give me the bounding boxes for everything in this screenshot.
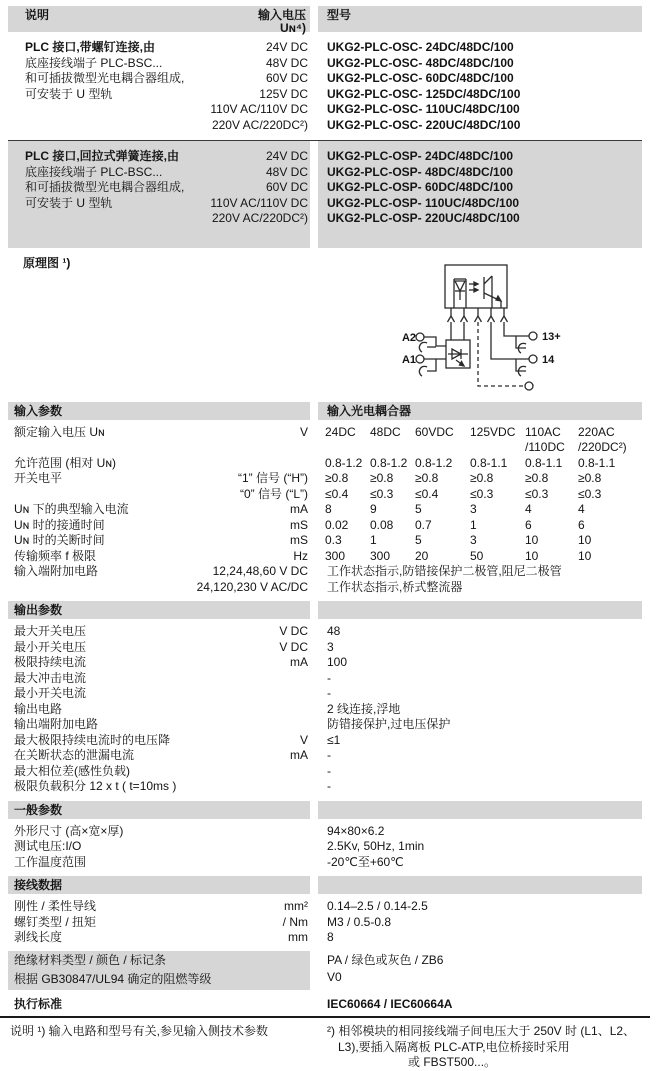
- model-number: UKG2-PLC-OSP- 110UC/48DC/100: [318, 196, 642, 212]
- spec-row: 螺钉类型 / 扭矩 / Nm M3 / 0.5-0.8: [8, 915, 642, 931]
- spec-row: 传输频率 f 极限 Hz 300 300 20 50 10 10: [14, 548, 592, 563]
- terminal-pins-icon: [448, 308, 508, 322]
- spec-row: 最大相位差(感性负载) -: [8, 764, 642, 780]
- model-number: UKG2-PLC-OSC- 110UC/48DC/100: [327, 102, 520, 116]
- spec-value: PA / 绿色或灰色 / ZB6: [327, 952, 444, 967]
- voltage-column-header: 110AC /110DC: [525, 424, 565, 454]
- spec-row: 最小开关电压 V DC 3: [8, 640, 642, 656]
- product-description-line: PLC 接口,带螺钉连接,由: [25, 40, 156, 54]
- terminal-label-13: 13+: [542, 330, 561, 343]
- spec-label: 输入端附加电路: [14, 564, 99, 578]
- spec-row: 开关电平 “1” 信号 (“H”) ≥0.8 ≥0.8 ≥0.8 ≥0.8 ≥0.8 ≥0.8: [14, 471, 602, 485]
- input-voltage-value: 60V DC: [265, 180, 308, 194]
- input-voltage-value: 48V DC: [265, 55, 308, 70]
- spec-value: ≤1: [327, 732, 341, 747]
- spec-label: 允许范围 (相对 Uɴ): [14, 455, 116, 470]
- spec-row: 极限负载积分 12 x t ( t=10ms ) -: [8, 779, 642, 795]
- input-diode-box: [446, 340, 470, 368]
- input-voltage-value: 110V AC/110V DC: [210, 195, 308, 210]
- terminal-a2: [416, 333, 446, 352]
- spec-label: 传输频率 f 极限: [14, 548, 97, 563]
- section-header-wiring-data: [8, 876, 642, 894]
- spec-value: 2.5Kv, 50Hz, 1min: [327, 839, 425, 853]
- terminal-label-a1: A1: [401, 353, 416, 366]
- spec-value: -: [327, 686, 331, 700]
- footnote-1: 说明 ¹) 输入电路和型号有关,参见输入侧技术参数: [10, 1024, 268, 1038]
- spec-label: Uɴ 时的关断时间: [14, 533, 105, 547]
- spec-row: 最大极限持续电流时的电压降 V ≤1: [8, 733, 642, 749]
- voltage-column-header: 60VDC: [415, 424, 454, 439]
- model-number: UKG2-PLC-OSC- 220UC/48DC/100: [327, 117, 521, 132]
- insulation-block: 绝缘材料类型 / 颜色 / 标记条 PA / 绿色或灰色 / ZB6 根据 GB30847/UL94 确定的阻燃等级 V0: [8, 951, 642, 990]
- input-voltage-value: 110V AC/110V DC: [210, 102, 308, 116]
- model-number: UKG2-PLC-OSP- 220UC/48DC/100: [318, 211, 642, 227]
- bottom-rule: [0, 1016, 650, 1018]
- spec-row: 最大开关电压 V DC 48: [8, 624, 642, 640]
- spec-row: Uɴ 时的关断时间 mS 0.3 1 5 3 10 10: [14, 533, 592, 547]
- spec-row: 输出端附加电路 防错接保护,过电压保护: [8, 717, 642, 733]
- circuit-diagram: [8, 248, 658, 396]
- input-voltage-value: 125V DC: [259, 86, 308, 101]
- product-row: [8, 102, 642, 118]
- phototransistor-icon: [484, 276, 501, 308]
- section-title: 输入参数: [14, 403, 63, 418]
- product-row: [8, 40, 642, 56]
- schematic-section: [8, 248, 642, 396]
- section-title: 接线数据: [14, 878, 63, 892]
- table-header: [8, 6, 642, 35]
- input-voltage-value: 24V DC: [265, 149, 308, 163]
- light-arrows-icon: [469, 282, 478, 292]
- section-header-general-params: [8, 801, 642, 819]
- product-row: [8, 56, 642, 72]
- terminal-a1: [416, 355, 446, 376]
- terminal-13: [504, 322, 537, 353]
- terminal-label-a2: A2: [401, 331, 416, 344]
- dashed-wire: [478, 322, 525, 386]
- product-description-line: 底座接线端子 PLC-BSC...: [25, 164, 163, 179]
- spec-value: 工作状态指示,防错接保护二极管,阻尼二极管: [327, 564, 562, 578]
- product-row: [8, 165, 642, 181]
- spec-row: 极限持续电流 mA 100: [8, 655, 642, 671]
- spec-row: “0” 信号 (“L”) ≤0.4 ≤0.3 ≤0.4 ≤0.3 ≤0.3 ≤0.3: [240, 486, 602, 501]
- spec-value: M3 / 0.5-0.8: [327, 914, 392, 929]
- spec-row: 刚性 / 柔性导线 mm² 0.14–2.5 / 0.14-2.5: [8, 899, 642, 915]
- spec-row: 输入端附加电路 12,24,48,60 V DC 工作状态指示,防错接保护二极管,阻尼二极管: [8, 564, 642, 580]
- standards-row: 执行标准 IEC60664 / IEC60664A: [8, 997, 642, 1013]
- section-header-output-params: [8, 601, 642, 619]
- product-description-line: 和可插拔微型光电耦合器组成,: [25, 180, 185, 194]
- section-title: 一般参数: [14, 802, 63, 817]
- spec-row: 最大冲击电流 -: [8, 671, 642, 687]
- spec-row: 外形尺寸 (高×宽×厚) 94×80×6.2: [8, 824, 642, 840]
- spec-row: 工作温度范围 -20℃至+60℃: [8, 855, 642, 871]
- spec-value: 工作状态指示,桥式整流器: [327, 579, 463, 594]
- section-title: 输出参数: [14, 603, 63, 617]
- spec-label: 开关电平: [14, 471, 63, 485]
- voltage-column-header: 125VDC: [470, 424, 516, 439]
- product-description-line: 和可插拔微型光电耦合器组成,: [25, 71, 185, 85]
- product-description-line: 底座接线端子 PLC-BSC...: [25, 55, 163, 70]
- spec-row: 剥线长度 mm 8: [8, 930, 642, 946]
- spec-value: 48: [327, 624, 341, 638]
- model-number: UKG2-PLC-OSP- 24DC/48DC/100: [318, 149, 642, 165]
- spec-row: 允许范围 (相对 Uɴ) 0.8-1.2 0.8-1.2 0.8-1.2 0.8-1.1 0.8-1.1 0.8-1.1: [14, 455, 616, 470]
- spec-row: 输出电路 2 线连接,浮地: [8, 702, 642, 718]
- section-title-right: 输入光电耦合器: [318, 402, 642, 420]
- column-header-model: 型号: [318, 6, 642, 32]
- spec-row: 24,120,230 V AC/DC 工作状态指示,桥式整流器: [8, 580, 642, 596]
- model-number: UKG2-PLC-OSP- 60DC/48DC/100: [318, 180, 642, 196]
- spec-value: 3: [327, 639, 334, 654]
- input-voltage-value: 48V DC: [265, 164, 308, 179]
- spec-value: 2 线连接,浮地: [327, 701, 401, 716]
- product-row: [8, 118, 642, 134]
- spec-label: Uɴ 时的接通时间: [14, 517, 105, 532]
- product-description-line: 可安装于 U 型轨: [25, 86, 113, 101]
- spec-value: IEC60664 / IEC60664A: [327, 996, 453, 1011]
- spec-row: Uɴ 下的典型输入电流 mA 8 9 5 3 4 4: [14, 502, 585, 516]
- spec-row: 测试电压:I/O 2.5Kv, 50Hz, 1min: [8, 839, 642, 855]
- input-voltage-value: 220V AC/220DC²): [211, 117, 308, 132]
- model-number: UKG2-PLC-OSC- 48DC/48DC/100: [327, 55, 514, 70]
- terminal-label-14: 14: [542, 353, 555, 366]
- product-row: [8, 149, 642, 165]
- spec-unit: V: [299, 424, 308, 439]
- spec-row-rated-voltage: [8, 425, 642, 456]
- voltage-column-header: 48DC: [370, 424, 401, 439]
- led-icon: [454, 279, 466, 308]
- schematic-title: 原理图 ¹): [23, 255, 71, 270]
- spec-label: 额定输入电压 Uɴ: [14, 424, 105, 439]
- model-number: UKG2-PLC-OSC- 125DC/48DC/100: [327, 86, 521, 101]
- input-voltage-value: 60V DC: [265, 71, 308, 85]
- spec-row: 最小开关电流 -: [8, 686, 642, 702]
- spec-value: 8: [327, 930, 334, 944]
- terminal-14: [491, 322, 537, 376]
- product-description-line: PLC 接口,回拉式弹簧连接,由: [25, 149, 180, 163]
- spec-row: Uɴ 时的接通时间 mS 0.02 0.08 0.7 1 6 6: [14, 517, 585, 532]
- product-row: [8, 180, 642, 196]
- model-number: UKG2-PLC-OSC- 24DC/48DC/100: [327, 40, 514, 54]
- spec-value: -20℃至+60℃: [327, 854, 404, 869]
- spec-value: -: [327, 670, 331, 685]
- voltage-column-header: 24DC: [325, 424, 356, 439]
- bottom-terminal: [525, 382, 533, 390]
- model-number: UKG2-PLC-OSC- 60DC/48DC/100: [327, 71, 514, 85]
- product-block-spring: [8, 141, 642, 248]
- product-row: [8, 71, 642, 87]
- product-row: [8, 87, 642, 103]
- footnote-2: ²) 相邻模块的相同接线端子间电压大于 250V 时 (L1、L2、 L3),要插入隔离板 PLC-ATP,电位桥接时采用 或 FBST500...。: [327, 1024, 636, 1069]
- spec-label: Uɴ 下的典型输入电流: [14, 502, 129, 516]
- voltage-column-header: 220AC /220DC²): [578, 424, 627, 454]
- product-row: [8, 211, 642, 227]
- spec-value: 94×80×6.2: [327, 823, 385, 838]
- spec-value: 防错接保护,过电压保护: [327, 717, 451, 731]
- input-voltage-value: 24V DC: [265, 40, 308, 54]
- spec-value: -: [327, 748, 331, 762]
- product-block-screw: [8, 40, 642, 133]
- model-number: UKG2-PLC-OSP- 48DC/48DC/100: [318, 165, 642, 181]
- product-description-line: 可安装于 U 型轨: [25, 195, 113, 210]
- spec-value: -: [327, 763, 331, 778]
- column-header-description: 说明: [25, 8, 50, 22]
- spec-value: 100: [327, 655, 348, 669]
- spec-value: -: [327, 779, 331, 793]
- column-header-input-voltage: 输入电压 Uɴ⁴): [257, 8, 306, 35]
- spec-row: 在关断状态的泄漏电流 mA -: [8, 748, 642, 764]
- footnotes: [8, 1024, 642, 1071]
- spec-value: V0: [327, 970, 342, 984]
- product-row: [8, 196, 642, 212]
- input-voltage-value: 220V AC/220DC²): [211, 211, 308, 225]
- spec-value: 0.14–2.5 / 0.14-2.5: [327, 899, 428, 913]
- section-header-input-params: [8, 402, 642, 420]
